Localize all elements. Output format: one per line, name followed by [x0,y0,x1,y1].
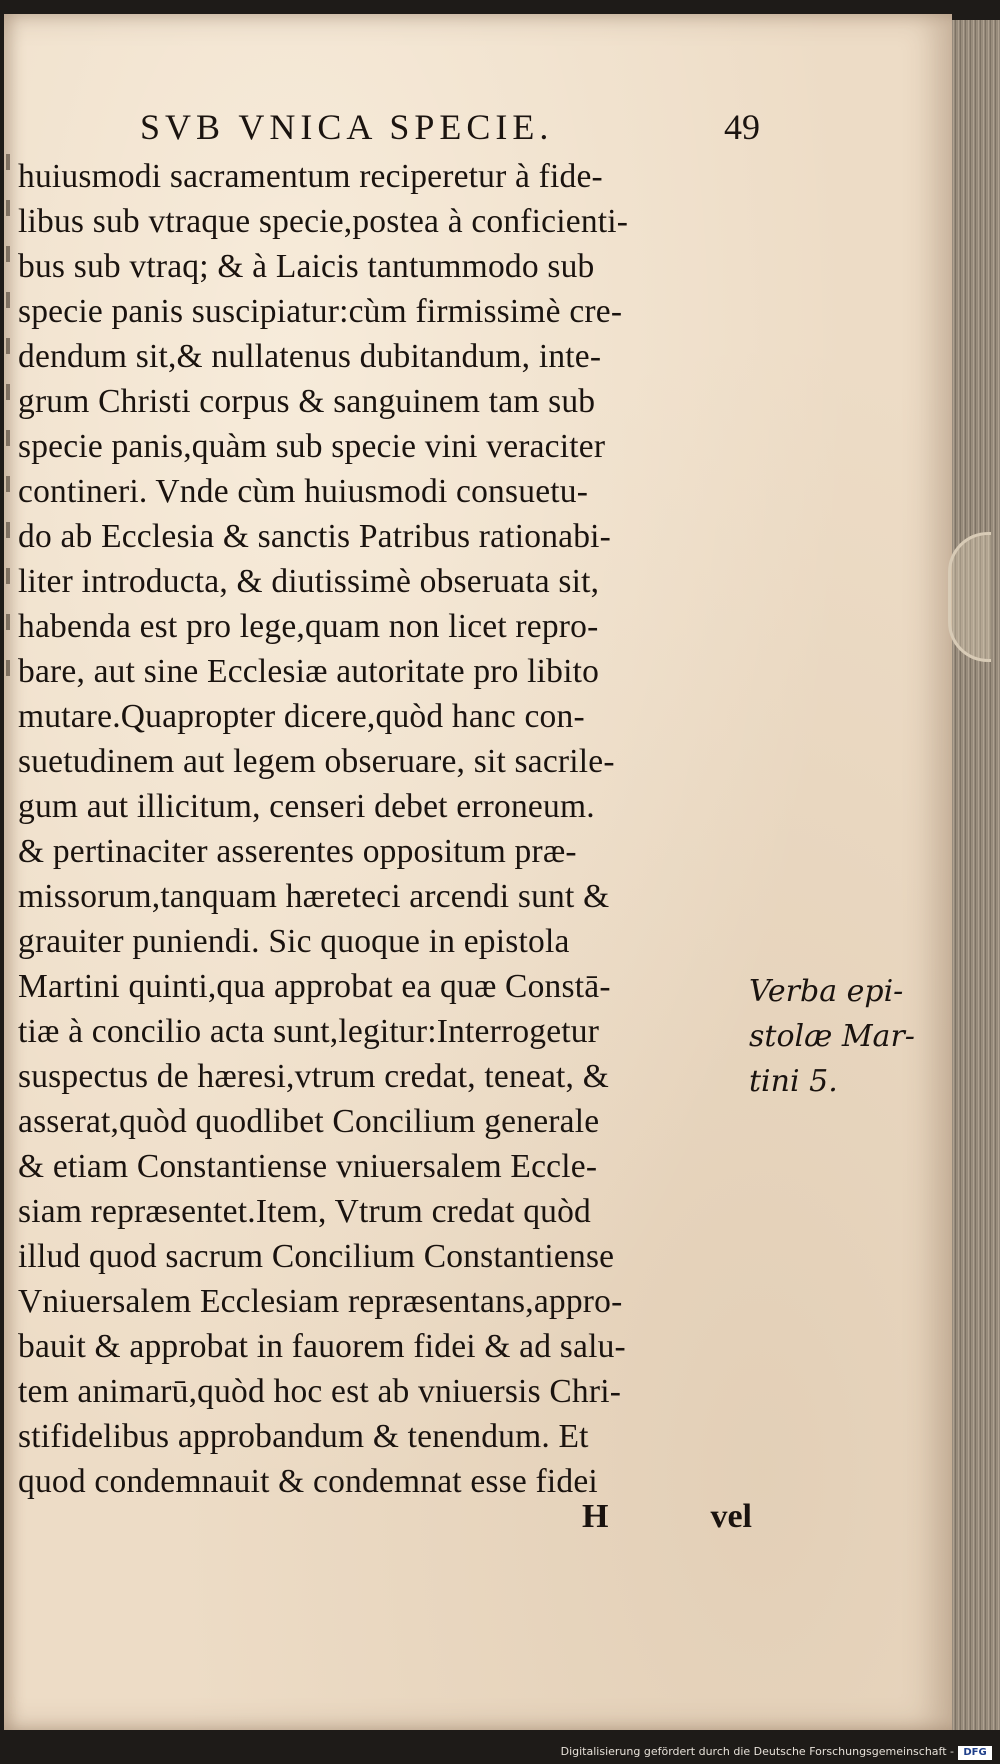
text-line: bauit & approbat in fauorem fidei & ad salu- [18,1328,626,1365]
text-line: mutare.Quapropter dicere,quòd hanc con- [18,698,585,735]
text-line: asserat,quòd quodlibet Concilium generale [18,1103,600,1140]
body-text [18,154,748,1504]
page-foot [582,1498,752,1548]
text-line: bus sub vtraq; & à Laicis tantummodo sub [18,248,595,285]
text-line: libus sub vtraque specie,postea à conficienti- [18,203,629,240]
marginal-note-line: stolæ Mar- [749,1019,915,1054]
gutter-marks [4,154,18,914]
page-number: 49 [724,107,760,147]
text-line: do ab Ecclesia & sanctis Patribus rationabi- [18,518,612,555]
text-line: habenda est pro lege,quam non licet repro- [18,608,599,645]
signature-mark: H [582,1498,609,1535]
text-line: specie panis,quàm sub specie vini veraciter [18,428,606,465]
text-line: suspectus de hæresi,vtrum credat, teneat, & [18,1058,609,1095]
text-line: & pertinaciter asserentes oppositum præ- [18,833,577,870]
text-line: liter introducta, & diutissimè obseruata sit, [18,563,600,600]
text-line: dendum sit,& nullatenus dubitandum, inte- [18,338,602,375]
catchword: vel [710,1498,752,1535]
text-line: contineri. Vnde cùm huiusmodi consuetu- [18,473,589,510]
text-line: grum Christi corpus & sanguinem tam sub [18,383,596,420]
running-head [140,106,760,156]
text-line: stifidelibus approbandum & tenendum. Et [18,1418,589,1455]
book-page [4,14,952,1730]
text-line: & etiam Constantiense vniuersalem Eccle- [18,1148,598,1185]
marginal-note [749,969,959,1104]
text-line: quod condemnauit & condemnat esse fidei [18,1463,598,1500]
text-line: gum aut illicitum, censeri debet erroneum. [18,788,595,825]
text-line: huiusmodi sacramentum reciperetur à fide- [18,158,603,195]
page-clip-tab [948,532,991,662]
text-line: tem animarū,quòd hoc est ab vniuersis Chri- [18,1373,622,1410]
text-line: tiæ à concilio acta sunt,legitur:Interrogetur [18,1013,600,1050]
text-line: Vniuersalem Ecclesiam repræsentans,appro- [18,1283,623,1320]
footer-credit: Digitalisierung gefördert durch die Deutsche Forschungsgemeinschaft - [560,1745,954,1758]
text-line: illud quod sacrum Concilium Constantiense [18,1238,615,1275]
marginal-note-line: tini 5. [749,1064,838,1099]
text-line: siam repræsentet.Item, Vtrum credat quòd [18,1193,592,1230]
text-line: grauiter puniendi. Sic quoque in epistola [18,923,570,960]
text-line: suetudinem aut legem obseruare, sit sacrile- [18,743,615,780]
marginal-note-line: Verba epi- [749,974,904,1009]
text-line: Martini quinti,qua approbat ea quæ Constā- [18,968,611,1005]
book-fore-edge [952,20,1000,1730]
text-line: missorum,tanquam hæreteci arcendi sunt & [18,878,610,915]
text-line: bare, aut sine Ecclesiæ autoritate pro libito [18,653,600,690]
dfg-logo: DFG [958,1746,992,1760]
running-title: SVB VNICA SPECIE. [140,107,554,147]
text-line: specie panis suscipiatur:cùm firmissimè cre- [18,293,623,330]
